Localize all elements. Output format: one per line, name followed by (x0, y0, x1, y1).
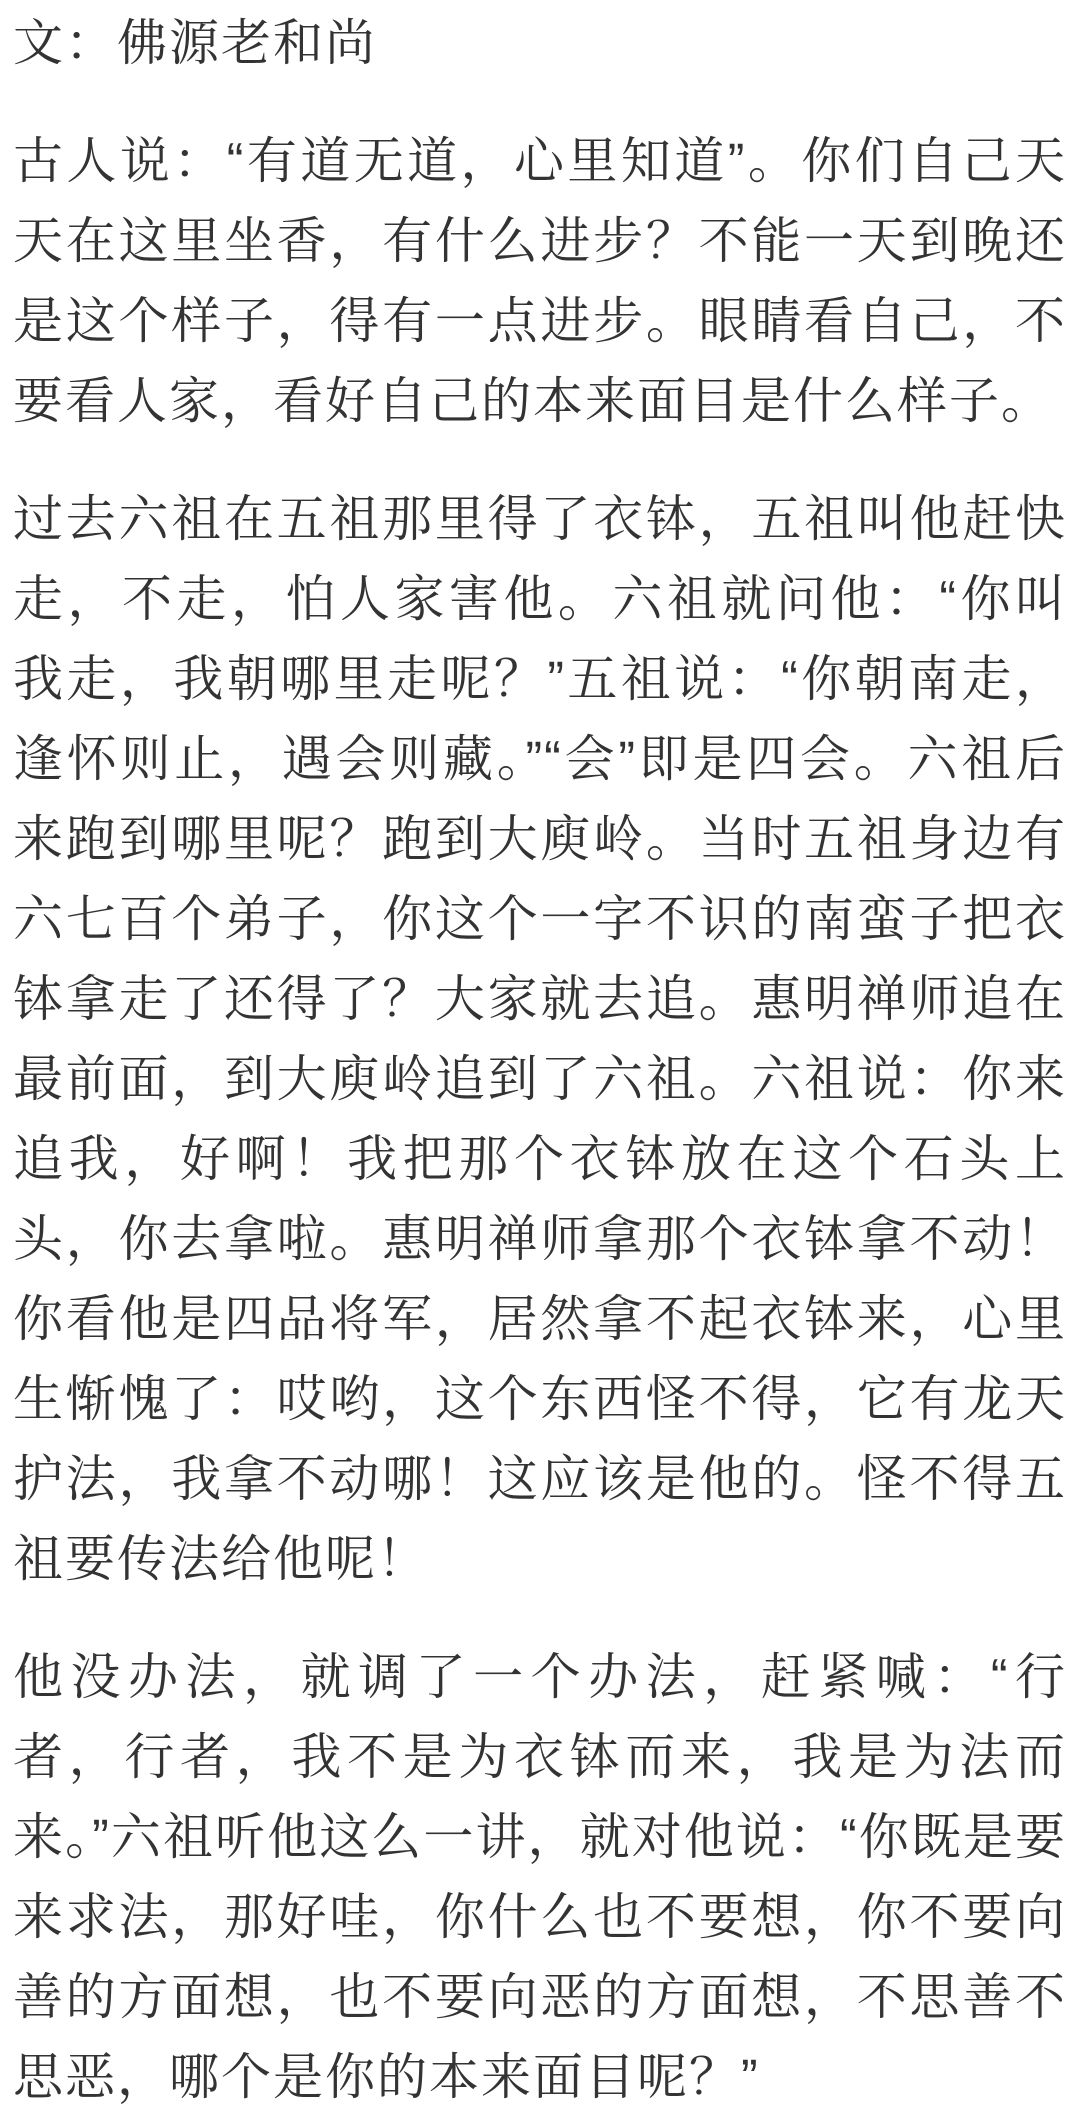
article-paragraph: 过去六祖在五祖那里得了衣钵，五祖叫他赶快走，不走，怕人家害他。六祖就问他：“你叫我走，我朝哪里走呢？”五祖说：“你朝南走，逢怀则止，遇会则藏。”“会”即是四会。六祖后来跑到哪里呢？跑到大庾岭。当时五祖身边有六七百个弟子，你这个一字不识的南蛮子把衣钵拿走了还得了？大家就去追。惠明禅师追在最前面，到大庾岭追到了六祖。六祖说：你来追我，好啊！我把那个衣钵放在这个石头上头，你去拿啦。惠明禅师拿那个衣钵拿不动！你看他是四品将军，居然拿不起衣钵来，心里生惭愧了：哎哟，这个东西怪不得，它有龙天护法，我拿不动哪！这应该是他的。怪不得五祖要传法给他呢！ (13, 491, 1067, 1587)
article-paragraph: 他没办法，就调了一个办法，赶紧喊：“行者，行者，我不是为衣钵而来，我是为法而来。”六祖听他这么一讲，就对他说：“你既是要来求法，那好哇，你什么也不要想，你不要向善的方面想，也不要向恶的方面想，不思善不思恶，哪个是你的本来面目呢？” (13, 1649, 1067, 2105)
article-byline: 文：佛源老和尚 (13, 15, 377, 71)
article-paragraph: 古人说：“有道无道，心里知道”。你们自己天天在这里坐香，有什么进步？不能一天到晚还是这个样子，得有一点进步。眼睛看自己，不要看人家，看好自己的本来面目是什么样子。 (13, 133, 1067, 429)
